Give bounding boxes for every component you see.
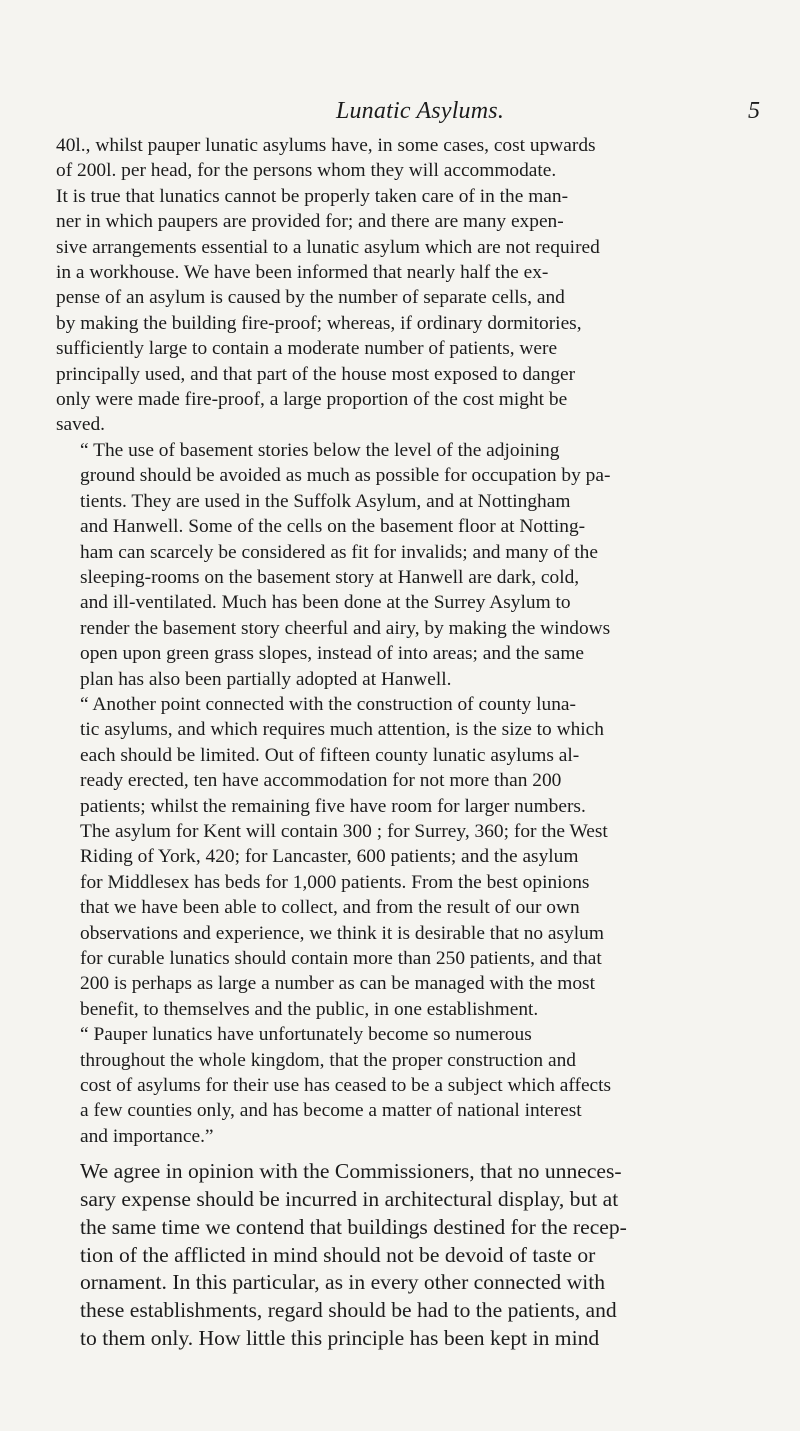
- text-line: “ Pauper lunatics have unfortunately become so numerous: [80, 1024, 532, 1046]
- text-line: these establishments, regard should be had to the patients, and: [80, 1298, 617, 1323]
- text-line: by making the building fire-proof; whereas, if ordinary dormitories,: [56, 312, 582, 334]
- text-line: We agree in opinion with the Commissioners, that no unneces-: [80, 1159, 622, 1184]
- text-line: tic asylums, and which requires much attention, is the size to which: [80, 719, 604, 741]
- text-line: render the basement story cheerful and airy, by making the windows: [80, 617, 611, 639]
- paragraph-national-interest: [56, 1022, 766, 1149]
- body-text: [56, 133, 766, 1353]
- text-line: “ Another point connected with the construction of county luna-: [80, 693, 576, 715]
- text-line: in a workhouse. We have been informed that nearly half the ex-: [56, 262, 549, 284]
- text-line: Riding of York, 420; for Lancaster, 600 patients; and the asylum: [80, 846, 579, 868]
- text-line: of 200l. per head, for the persons whom they will accommodate.: [56, 160, 557, 182]
- text-line: 200 is perhaps as large a number as can be managed with the most: [80, 973, 595, 995]
- text-line: sufficiently large to contain a moderate number of patients, were: [56, 338, 558, 360]
- page-number: 5: [748, 98, 760, 124]
- paragraph-basement-stories: [56, 438, 766, 692]
- text-line: benefit, to themselves and the public, in one establishment.: [80, 998, 539, 1020]
- text-line: sleeping-rooms on the basement story at Hanwell are dark, cold,: [80, 566, 580, 588]
- text-line: principally used, and that part of the house most exposed to danger: [56, 363, 576, 385]
- text-line: for Middlesex has beds for 1,000 patients. From the best opinions: [80, 871, 590, 893]
- text-line: to them only. How little this principle has been kept in mind: [80, 1326, 600, 1351]
- text-line: that we have been able to collect, and from the result of our own: [80, 897, 580, 919]
- quoted-report-section: [56, 133, 766, 1149]
- paragraph-asylum-size: [56, 692, 766, 1022]
- text-line: ornament. In this particular, as in every other connected with: [80, 1270, 605, 1295]
- paragraph-cost-of-asylums: [56, 133, 766, 438]
- text-line: tients. They are used in the Suffolk Asylum, and at Nottingham: [80, 490, 571, 512]
- text-line: cost of asylums for their use has ceased to be a subject which affects: [80, 1075, 612, 1097]
- text-line: throughout the whole kingdom, that the proper construction and: [80, 1049, 576, 1071]
- text-line: ready erected, ten have accommodation for not more than 200: [80, 770, 562, 792]
- text-line: and importance.”: [80, 1125, 214, 1147]
- text-line: “ The use of basement stories below the level of the adjoining: [80, 439, 560, 461]
- paragraph-author-opinion: [56, 1158, 766, 1353]
- running-title: Lunatic Asylums.: [335, 98, 505, 124]
- text-line: ner in which paupers are provided for; and there are many expen-: [56, 211, 564, 233]
- author-commentary-section: [56, 1158, 766, 1353]
- text-line: tion of the afflicted in mind should not be devoid of taste or: [80, 1242, 596, 1267]
- text-line: pense of an asylum is caused by the number of separate cells, and: [56, 287, 565, 309]
- text-line: ham can scarcely be considered as fit for invalids; and many of the: [80, 541, 598, 563]
- text-line: sive arrangements essential to a lunatic asylum which are not required: [56, 236, 600, 258]
- text-line: for curable lunatics should contain more than 250 patients, and that: [80, 948, 602, 969]
- text-line: It is true that lunatics cannot be properly taken care of in the man-: [56, 185, 569, 207]
- text-line: sary expense should be incurred in architectural display, but at: [80, 1187, 619, 1212]
- text-line: 40l., whilst pauper lunatic asylums have, in some cases, cost upwards: [56, 135, 596, 156]
- text-line: plan has also been partially adopted at Hanwell.: [80, 668, 452, 690]
- text-line: ground should be avoided as much as possible for occupation by pa-: [80, 465, 611, 487]
- text-line: a few counties only, and has become a matter of national interest: [80, 1100, 582, 1122]
- text-line: saved.: [56, 414, 105, 436]
- text-line: only were made fire-proof, a large proportion of the cost might be: [56, 389, 568, 411]
- text-line: the same time we contend that buildings destined for the recep-: [80, 1214, 627, 1239]
- text-line: open upon green grass slopes, instead of into areas; and the same: [80, 643, 585, 665]
- text-line: patients; whilst the remaining five have room for larger numbers.: [80, 795, 586, 817]
- running-header: [80, 98, 760, 128]
- text-line: and Hanwell. Some of the cells on the basement floor at Notting-: [80, 516, 586, 538]
- text-line: each should be limited. Out of fifteen county lunatic asylums al-: [80, 744, 580, 766]
- text-line: The asylum for Kent will contain 300 ; for Surrey, 360; for the West: [80, 820, 608, 842]
- text-line: and ill-ventilated. Much has been done at the Surrey Asylum to: [80, 592, 571, 614]
- text-line: observations and experience, we think it is desirable that no asylum: [80, 922, 604, 944]
